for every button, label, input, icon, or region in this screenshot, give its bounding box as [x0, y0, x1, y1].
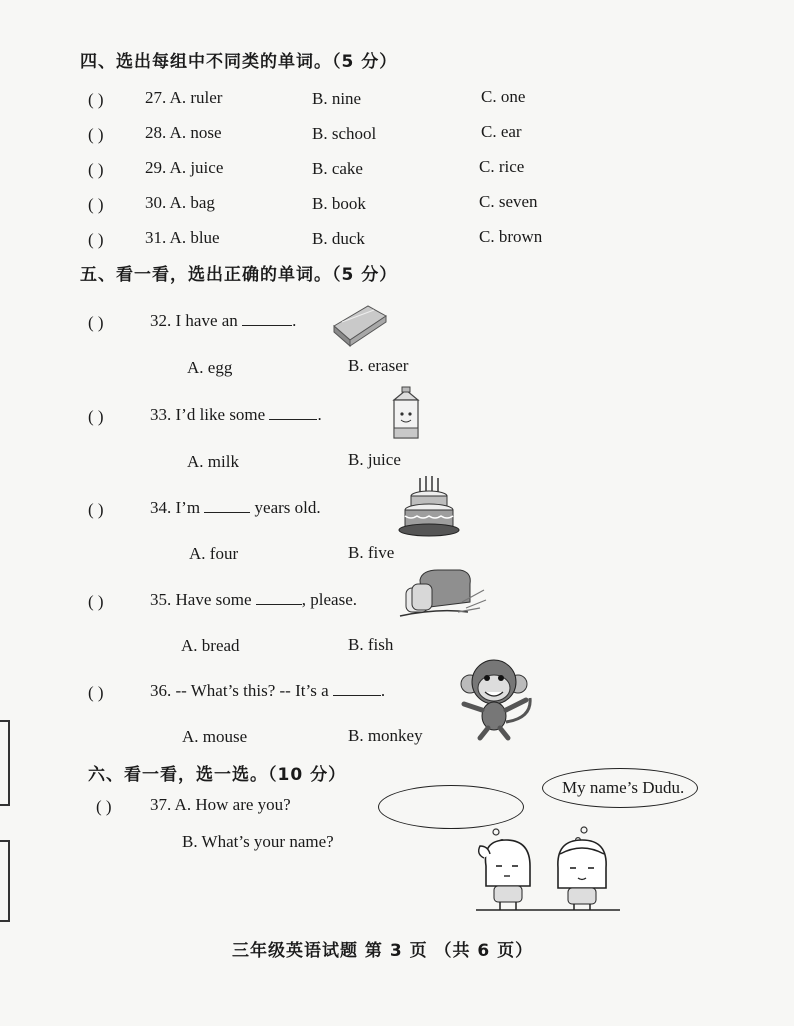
q34-blank [204, 498, 250, 513]
answer-paren-27[interactable]: ( ) [88, 90, 104, 109]
q29-option-c: C. rice [479, 157, 525, 176]
answer-paren-35[interactable]: ( ) [88, 592, 104, 611]
q27-option-a: 27. A. ruler [145, 88, 223, 107]
q33-stem-end: . [317, 405, 322, 424]
bread-icon [398, 566, 488, 622]
q36-option-a: A. mouse [182, 727, 248, 746]
q37-option-a: 37. A. How are you? [150, 795, 291, 814]
section-4-title: 四、选出每组中不同类的单词。（5 分） [80, 52, 398, 72]
answer-paren-33[interactable]: ( ) [88, 407, 104, 426]
q34-option-b: B. five [348, 543, 395, 562]
answer-paren-30[interactable]: ( ) [88, 195, 104, 214]
q35-stem-end: , please. [301, 590, 357, 609]
answer-paren-32[interactable]: ( ) [88, 313, 104, 332]
milk-carton-icon [388, 386, 426, 442]
q36-stem-end: . [380, 681, 386, 700]
q28-option-b: B. school [312, 124, 377, 143]
q28-option-a: 28. A. nose [145, 123, 222, 142]
eraser-icon [328, 300, 390, 348]
monkey-icon [456, 654, 538, 740]
q34-stem [150, 498, 321, 518]
q32-stem [150, 311, 296, 331]
speech-bubble-right-text: My name’s Dudu. [562, 778, 685, 797]
q32-stem-end: . [292, 311, 297, 330]
answer-paren-31[interactable]: ( ) [88, 230, 104, 249]
q35-blank [256, 590, 302, 605]
q37-option-b: B. What’s your name? [182, 832, 334, 851]
girl-figure [479, 840, 530, 910]
q32-option-a: A. egg [187, 358, 233, 377]
q33-stem-text: 33. I’d like some [150, 405, 266, 424]
q32-option-b: B. eraser [348, 356, 409, 375]
q30-option-a: 30. A. bag [145, 193, 215, 212]
q34-stem-text: 34. I’m [150, 498, 201, 517]
q30-option-c: C. seven [479, 192, 538, 211]
binding-margin-mark-upper [0, 720, 10, 806]
q31-option-b: B. duck [312, 229, 365, 248]
answer-paren-36[interactable]: ( ) [88, 683, 104, 702]
q27-option-c: C. one [481, 87, 526, 106]
section-5-title: 五、看一看，选出正确的单词。（5 分） [80, 265, 398, 285]
q28-option-c: C. ear [481, 122, 522, 141]
binding-margin-mark-lower [0, 840, 10, 922]
q31-option-c: C. brown [479, 227, 543, 246]
q29-option-b: B. cake [312, 159, 363, 178]
q33-option-a: A. milk [187, 452, 239, 471]
page-footer: 三年级英语试题 第 3 页 （共 6 页） [232, 941, 534, 961]
section-6-title: 六、看一看，选一选。（10 分） [88, 765, 347, 785]
q36-option-b: B. monkey [348, 726, 423, 745]
q35-stem-text: 35. Have some [150, 590, 252, 609]
q33-stem [150, 405, 322, 425]
q32-blank [242, 311, 292, 326]
q29-option-a: 29. A. juice [145, 158, 224, 177]
q36-blank [333, 681, 381, 696]
q36-stem [150, 681, 385, 701]
q33-option-b: B. juice [348, 450, 401, 469]
q31-option-a: 31. A. blue [145, 228, 220, 247]
two-kids-illustration [474, 836, 622, 912]
q36-stem-text: 36. -- What’s this? -- It’s a [150, 681, 329, 700]
answer-paren-34[interactable]: ( ) [88, 500, 104, 519]
q32-stem-text: 32. I have an [150, 311, 238, 330]
answer-paren-37[interactable]: ( ) [96, 797, 112, 816]
birthday-cake-icon [398, 472, 460, 542]
q33-blank [269, 405, 317, 420]
q35-option-a: A. bread [181, 636, 240, 655]
q30-option-b: B. book [312, 194, 366, 213]
q35-option-b: B. fish [348, 635, 394, 654]
boy-figure [558, 840, 606, 910]
answer-paren-28[interactable]: ( ) [88, 125, 104, 144]
q34-option-a: A. four [189, 544, 239, 563]
q35-stem [150, 590, 357, 610]
q27-option-b: B. nine [312, 89, 362, 108]
answer-paren-29[interactable]: ( ) [88, 160, 104, 179]
speech-bubble-left [378, 785, 524, 829]
q34-stem-end: years old. [254, 498, 321, 517]
